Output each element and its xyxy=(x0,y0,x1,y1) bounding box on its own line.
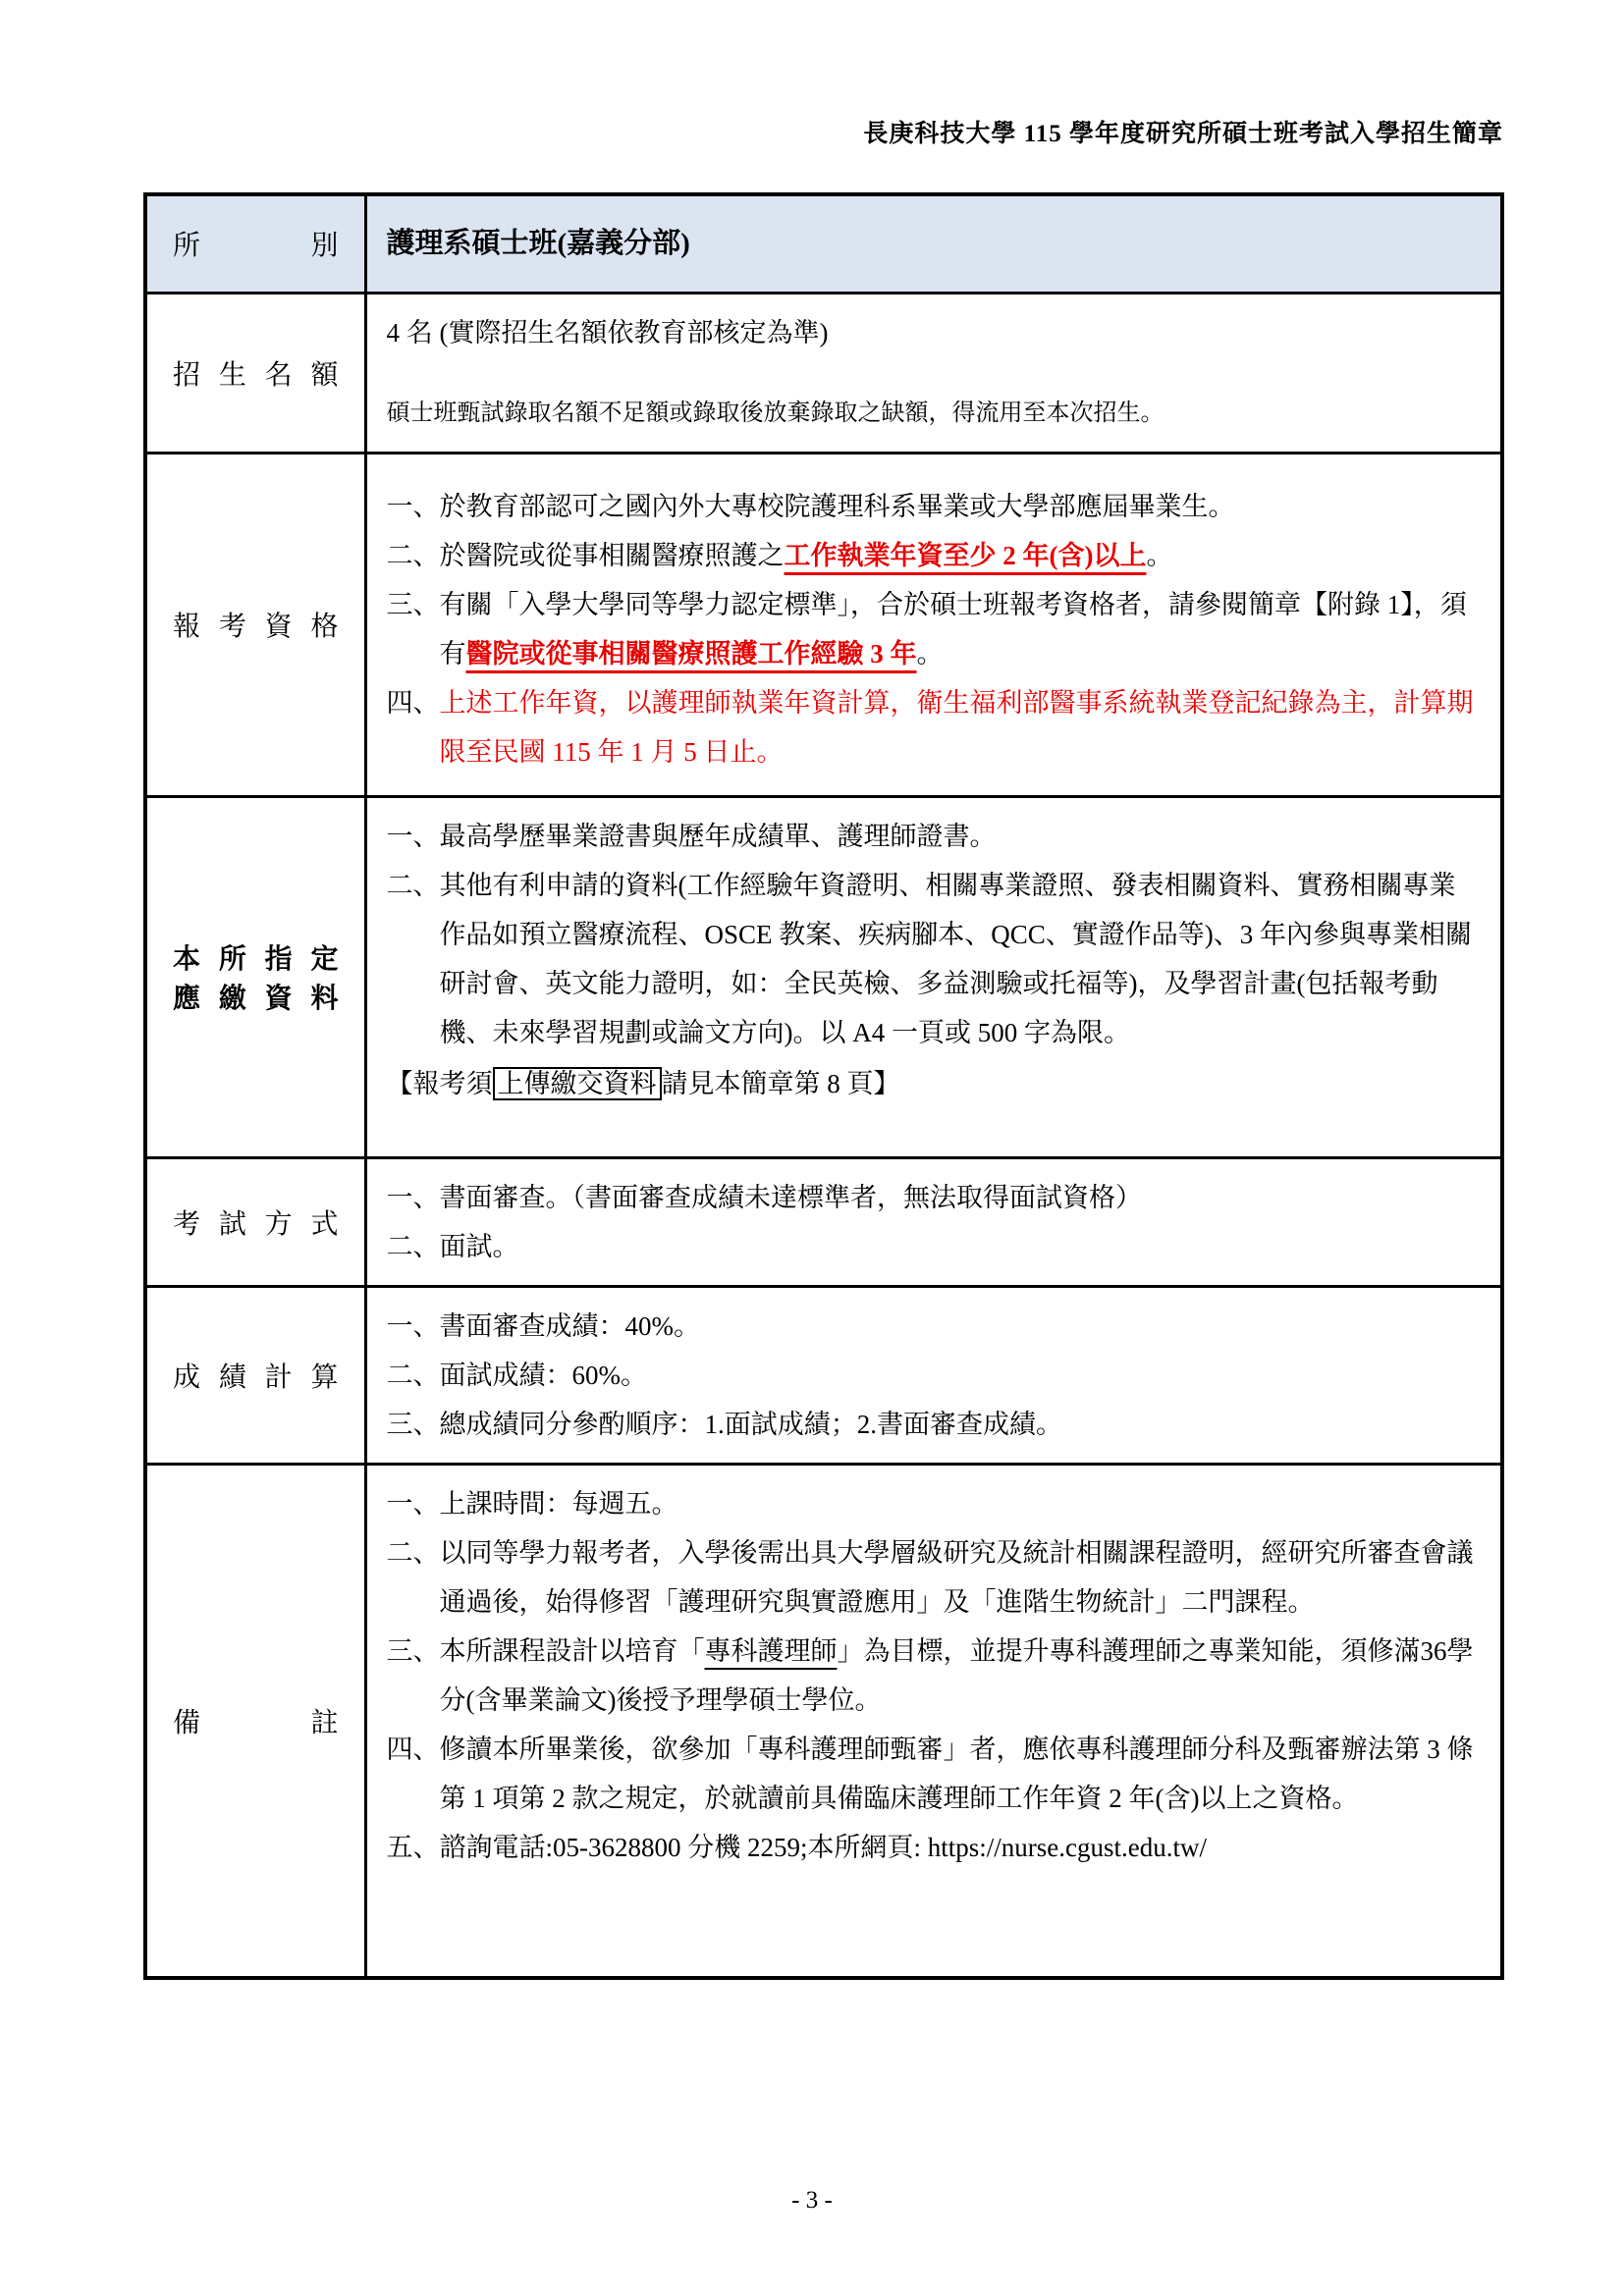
remarks-content xyxy=(365,1464,1502,1978)
item-number: 一、 xyxy=(386,491,440,521)
remarks-item-2 xyxy=(387,1528,1480,1627)
item-number: 三、 xyxy=(386,1635,440,1666)
red-note-seniority-calculation: 上述工作年資，以護理師執業年資計算，衛生福利部醫事系統執業登記紀錄為主，計算期限至民國 115 年 1 月 5 日止。 xyxy=(439,687,1474,767)
row-required-documents xyxy=(145,796,1502,1157)
class-time-note: 上課時間：每週五。 xyxy=(439,1488,678,1519)
item-text-plain: 」為目標，並提升專科護理師之專業知能，須修滿36學分(含畢業論文)後授予理學碩士學位。 xyxy=(439,1635,1474,1715)
remarks-item-1 xyxy=(387,1479,1480,1528)
item-text xyxy=(440,580,1480,678)
item-text-plain: 有關「入學大學同等學力認定標準」，合於碩士班報考資格者，請參閱簡章【附錄 1】，須有 xyxy=(439,589,1467,668)
remarks-item-4 xyxy=(387,1725,1480,1823)
item-number: 五、 xyxy=(386,1832,440,1862)
item-number: 一、 xyxy=(386,1182,440,1212)
admission-info-table xyxy=(143,192,1504,1980)
item-number: 一、 xyxy=(386,1488,440,1519)
quota-note: 碩士班甄試錄取名額不足額或錄取後放棄錄取之缺額，得流用至本次招生。 xyxy=(386,400,1164,426)
eligibility-item-2 xyxy=(387,531,1480,580)
documents-content xyxy=(365,796,1502,1157)
documents-label-cell xyxy=(145,796,365,1157)
item-text: 面試。 xyxy=(439,1231,519,1261)
contact-phone-and-website: 諮詢電話:05-3628800 分機 2259;本所網頁: https://nurse.cgust.edu.tw/ xyxy=(439,1832,1207,1862)
document-header-title: 長庚科技大學 115 學年度研究所碩士班考試入學招生簡章 xyxy=(863,121,1503,147)
item-text: 最高學歷畢業證書與歷年成績單、護理師證書。 xyxy=(439,821,997,851)
curriculum-goal-note xyxy=(440,1627,1480,1725)
item-number: 一、 xyxy=(386,1310,440,1341)
quota-label-cell xyxy=(145,293,365,453)
item-number: 四、 xyxy=(386,687,440,718)
scoring-label: 成績計算 xyxy=(173,1362,339,1393)
scoring-item-1 xyxy=(387,1302,1480,1351)
underlined-nurse-practitioner: 專科護理師 xyxy=(704,1635,838,1666)
scoring-item-3 xyxy=(387,1400,1480,1449)
eligibility-label: 報考資格 xyxy=(173,612,339,642)
eligibility-content xyxy=(365,453,1502,796)
program-label-cell xyxy=(145,194,365,293)
item-text: 書面審查。（書面審查成績未達標準者，無法取得面試資格） xyxy=(439,1182,1142,1212)
footnote-prefix: 【報考須 xyxy=(386,1068,493,1098)
tiebreaker-order: 總成績同分參酌順序：1.面試成績；2.書面審查成績。 xyxy=(439,1409,1062,1439)
eligibility-item-1 xyxy=(387,482,1480,531)
documents-item-2 xyxy=(387,861,1480,1057)
quota-label: 招生名額 xyxy=(173,359,339,391)
item-number: 二、 xyxy=(386,540,440,570)
documents-label-line2: 應繳資料 xyxy=(173,984,339,1014)
scoring-label-cell xyxy=(145,1286,365,1464)
equivalent-qualification-note: 以同等學力報考者，入學後需出具大學層級研究及統計相關課程證明，經研究所審查會議通過後，始得修習「護理研究與實證應用」及「進階生物統計」二門課程。 xyxy=(439,1537,1474,1617)
row-eligibility xyxy=(145,453,1502,796)
program-name: 護理系碩士班(嘉義分部) xyxy=(365,194,1502,293)
item-text-plain: 本所課程設計以培育「 xyxy=(439,1635,705,1666)
exam-label: 考試方式 xyxy=(173,1208,339,1240)
documents-label-line1: 本所指定 xyxy=(173,944,339,975)
quota-count: 4 名 (實際招生名額依教育部核定為準) xyxy=(386,317,829,347)
written-review-weight: 書面審查成績：40%。 xyxy=(439,1310,700,1341)
eligibility-item-4 xyxy=(387,678,1480,776)
item-number: 四、 xyxy=(386,1734,440,1764)
item-text-plain: 於醫院或從事相關醫療照護之 xyxy=(439,540,785,570)
quota-content xyxy=(365,293,1502,453)
remarks-label-cell xyxy=(145,1464,365,1978)
remarks-item-5 xyxy=(387,1823,1480,1872)
item-number: 三、 xyxy=(386,1409,440,1439)
item-number: 三、 xyxy=(386,589,440,619)
item-text-plain: 。 xyxy=(1146,540,1173,570)
row-quota xyxy=(145,293,1502,453)
remarks-label: 備註 xyxy=(173,1707,339,1738)
row-remarks xyxy=(145,1464,1502,1978)
page-number: - 3 - xyxy=(791,2187,833,2214)
item-number: 二、 xyxy=(386,870,440,900)
exam-item-1 xyxy=(387,1173,1480,1222)
exam-label-cell xyxy=(145,1157,365,1286)
item-number: 一、 xyxy=(386,821,440,851)
item-text: 於教育部認可之國內外大專校院護理科系畢業或大學部應屆畢業生。 xyxy=(439,491,1235,521)
scoring-content xyxy=(365,1286,1502,1464)
item-text xyxy=(440,531,1480,580)
program-label: 所別 xyxy=(173,231,339,262)
eligibility-label-cell xyxy=(145,453,365,796)
interview-weight: 面試成績：60%。 xyxy=(439,1360,647,1390)
upload-footnote xyxy=(387,1059,1480,1108)
np-review-requirement-note: 修讀本所畢業後，欲參加「專科護理師甄審」者，應依專科護理師分科及甄審辦法第 3 條第 1 項第 2 款之規定，於就讀前具備臨床護理師工作年資 2 年(含)以上之資格。 xyxy=(439,1734,1474,1813)
remarks-item-3 xyxy=(387,1627,1480,1725)
footnote-suffix: 請見本簡章第 8 頁】 xyxy=(661,1068,900,1098)
red-emphasis-work-years: 工作執業年資至少 2 年(含)以上 xyxy=(784,540,1147,570)
item-number: 二、 xyxy=(386,1231,440,1261)
row-score-calculation xyxy=(145,1286,1502,1464)
documents-item-1 xyxy=(387,812,1480,861)
eligibility-item-3 xyxy=(387,580,1480,678)
exam-item-2 xyxy=(387,1222,1480,1271)
red-emphasis-experience: 醫院或從事相關醫療照護工作經驗 3 年 xyxy=(465,638,917,668)
item-number: 二、 xyxy=(386,1360,440,1390)
exam-content xyxy=(365,1157,1502,1286)
scoring-item-2 xyxy=(387,1351,1480,1400)
item-number: 二、 xyxy=(386,1537,440,1568)
item-text: 其他有利申請的資料(工作經驗年資證明、相關專業證照、發表相關資料、實務相關專業作品如預立醫療流程、OSCE 教案、疾病腳本、QCC、實證作品等)、3 年內參與專業相關研討會、英文能力證明，如：全民英檢、多益測驗或托福等)，及學習計畫(包括報考動機、未來學習規劃或論文方向)。以 A4 一頁或 500 字為限。 xyxy=(439,870,1473,1047)
boxed-upload-documents-note: 上傳繳交資料 xyxy=(493,1067,662,1100)
item-text-plain: 。 xyxy=(916,638,944,668)
row-program xyxy=(145,194,1502,293)
row-exam-method xyxy=(145,1157,1502,1286)
